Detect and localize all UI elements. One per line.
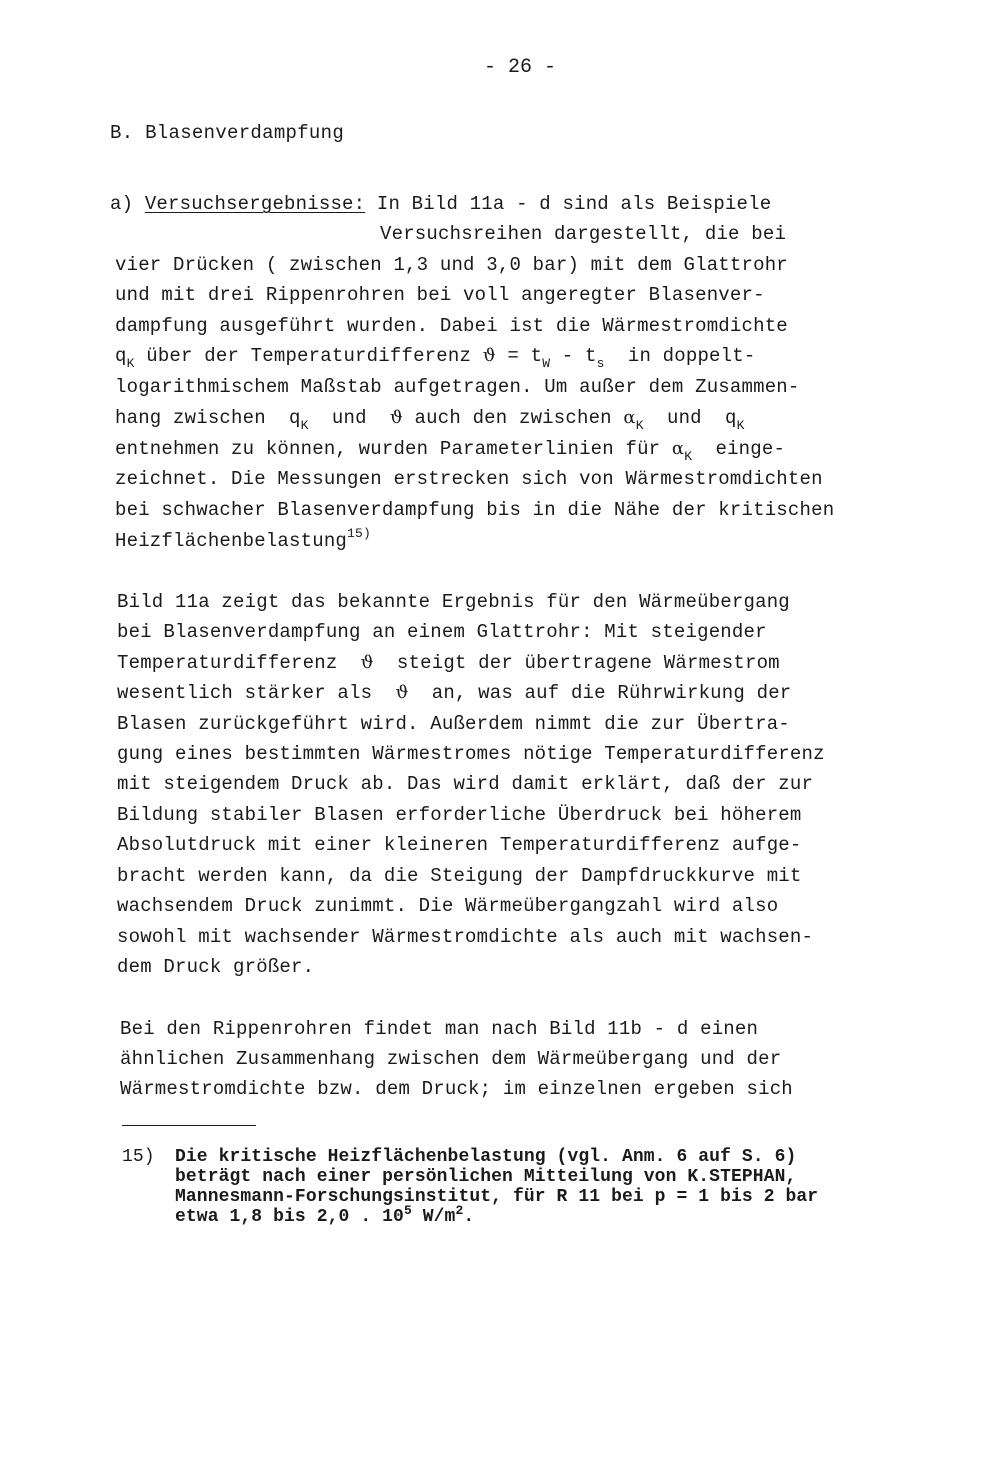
paragraph-line: Bei den Rippenrohren findet man nach Bild 11b - d einen: [120, 1018, 759, 1040]
line-text: über der Temperaturdifferenz: [134, 345, 483, 367]
line-text: und: [308, 407, 390, 429]
paragraph-line: Bild 11a zeigt das bekannte Ergebnis für den Wärmeübergang: [117, 591, 790, 613]
subscript: K: [300, 418, 309, 433]
line-text: steigt der übertragene Wärmestrom: [373, 652, 780, 674]
paragraph-line: Bildung stabiler Blasen erforderliche Überdruck bei höherem: [117, 804, 802, 826]
paragraph-line: dampfung ausgeführt wurden. Dabei ist die Wärmestromdichte: [115, 315, 788, 337]
paragraph-line: Blasen zurückgeführt wird. Außerdem nimmt die zur Übertra-: [117, 713, 790, 735]
paragraph-line: [115, 437, 785, 463]
footnote-reference: 15): [347, 526, 372, 541]
paragraph-line: Absolutdruck mit einer kleineren Temperaturdifferenz aufge-: [117, 834, 802, 856]
symbol-alpha: α: [623, 407, 636, 428]
symbol-theta: ϑ: [360, 652, 374, 673]
paragraph-line: Wärmestromdichte bzw. dem Druck; im einzelnen ergeben sich: [120, 1078, 793, 1100]
symbol-theta: ϑ: [482, 345, 496, 366]
footnote-line: Die kritische Heizflächenbelastung (vgl. Anm. 6 auf S. 6): [175, 1147, 797, 1167]
line-text: hang zwischen q: [115, 407, 301, 429]
symbol-alpha: α: [671, 438, 685, 459]
line-text: - t: [550, 345, 597, 367]
subscript: s: [596, 356, 605, 371]
list-label: a): [110, 193, 134, 215]
paragraph-line: gung eines bestimmten Wärmestromes nötige Temperaturdifferenz: [117, 743, 825, 765]
line-text: und q: [643, 407, 737, 429]
subscript: K: [684, 449, 693, 464]
paragraph-line: [115, 406, 745, 432]
paragraph-line: logarithmischem Maßstab aufgetragen. Um außer dem Zusammen-: [115, 376, 800, 398]
line-text: Heizflächenbelastung: [115, 530, 348, 552]
footnote-line: Mannesmann-Forschungsinstitut, für R 11 bei p = 1 bis 2 bar: [175, 1187, 819, 1207]
subscript: K: [736, 418, 745, 433]
paragraph-line: bracht werden kann, da die Steigung der Dampfdruckkurve mit: [117, 865, 802, 887]
line-text: einge-: [692, 438, 786, 460]
paragraph-line: vier Drücken ( zwischen 1,3 und 3,0 bar) mit dem Glattrohr: [115, 254, 788, 276]
superscript: 2: [455, 1203, 464, 1218]
line-text: In Bild 11a - d sind als Beispiele: [376, 193, 772, 215]
paragraph-line: ähnlichen Zusammenhang zwischen dem Wärmeübergang und der: [120, 1048, 782, 1070]
paragraph-line: [117, 681, 791, 705]
paragraph-line: bei schwacher Blasenverdampfung bis in die Nähe der kritischen: [115, 499, 835, 521]
line-text: Temperaturdifferenz: [117, 652, 361, 674]
line-text: entnehmen zu können, wurden Parameterlinien für: [115, 438, 672, 460]
paragraph-line: zeichnet. Die Messungen erstrecken sich von Wärmestromdichten: [115, 468, 823, 490]
subscript: W: [542, 356, 551, 371]
line-text: an, was auf die Rührwirkung der: [408, 682, 792, 704]
paragraph-line: und mit drei Rippenrohren bei voll angeregter Blasenver-: [115, 284, 765, 306]
footnote-number: 15): [122, 1147, 155, 1167]
paragraph-line: Versuchsreihen dargestellt, die bei: [380, 223, 787, 245]
paragraph-line: [110, 192, 771, 216]
symbol-q: q: [115, 345, 127, 367]
footnote-line: beträgt nach einer persönlichen Mitteilung von K.STEPHAN,: [175, 1167, 797, 1187]
line-text: = t: [495, 345, 543, 367]
paragraph-line: [115, 526, 372, 555]
subscript: K: [635, 418, 644, 433]
paragraph-line: [117, 651, 780, 675]
line-text: W/m: [411, 1207, 456, 1227]
symbol-theta: ϑ: [389, 407, 403, 428]
footnote-divider: [122, 1125, 256, 1126]
paragraph-line: bei Blasenverdampfung an einem Glattrohr: Mit steigender: [117, 621, 767, 643]
line-text: .: [463, 1207, 475, 1227]
symbol-theta: ϑ: [395, 682, 409, 703]
line-text: wesentlich stärker als: [117, 682, 396, 704]
subsection-title: Versuchsergebnisse:: [144, 193, 366, 215]
paragraph-line: dem Druck größer.: [117, 956, 315, 978]
footnote-line: [175, 1203, 475, 1228]
paragraph-line: sowohl mit wachsender Wärmestromdichte als auch mit wachsen-: [117, 926, 814, 948]
line-text: in doppelt-: [604, 345, 756, 367]
subscript: K: [126, 356, 135, 371]
paragraph-line: [115, 344, 755, 370]
paragraph-line: mit steigendem Druck ab. Das wird damit erklärt, daß der zur: [117, 773, 814, 795]
section-heading: B. Blasenverdampfung: [110, 122, 345, 144]
page-number: - 26 -: [484, 56, 557, 79]
line-text: etwa 1,8 bis 2,0 . 10: [175, 1207, 404, 1227]
paragraph-line: wachsendem Druck zunimmt. Die Wärmeübergangzahl wird also: [117, 895, 779, 917]
superscript: 5: [403, 1203, 412, 1218]
line-text: auch den zwischen: [402, 407, 624, 429]
